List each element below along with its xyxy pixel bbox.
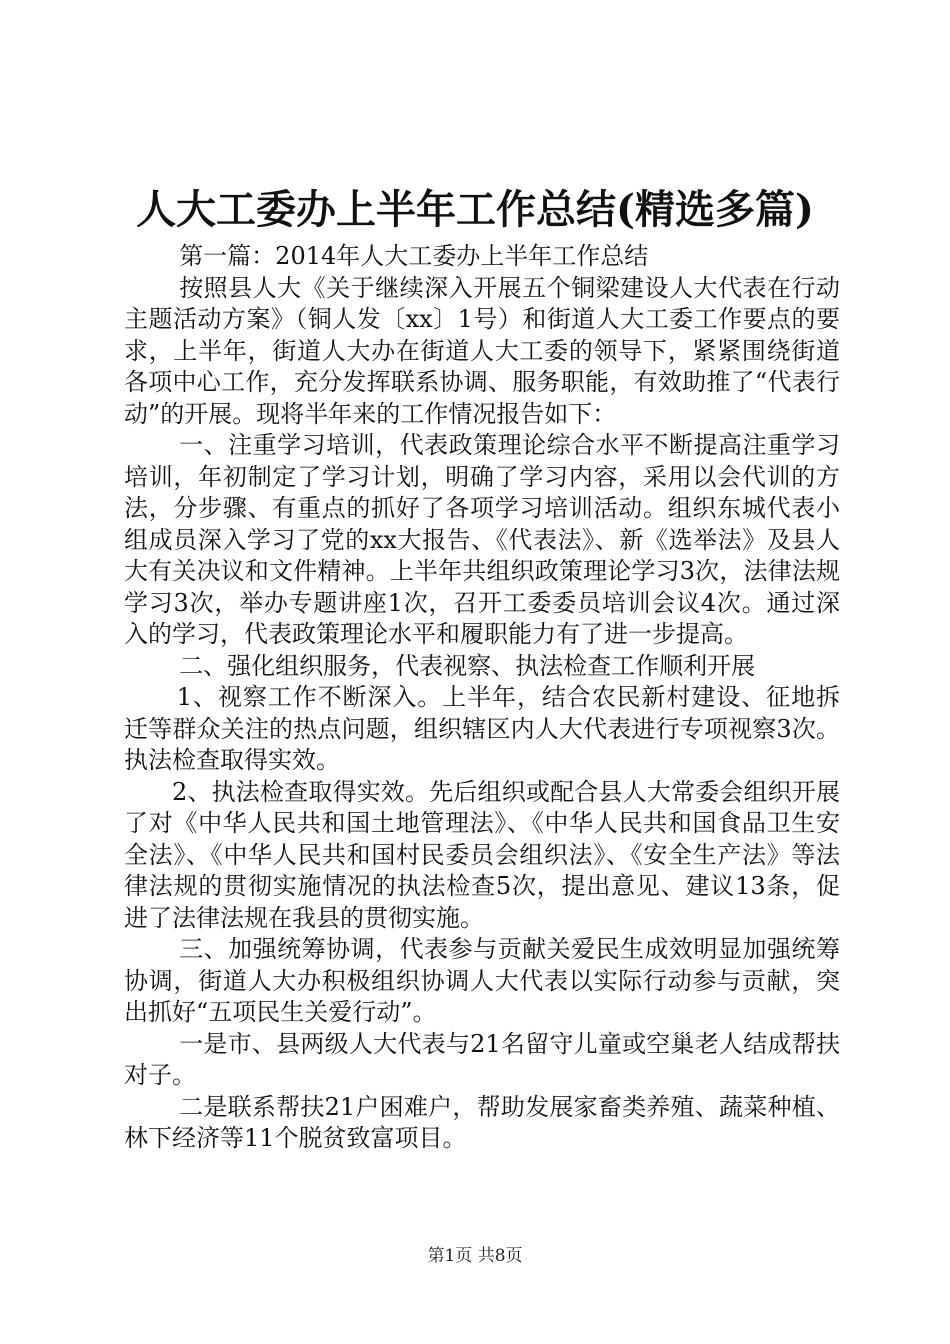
- paragraph-law-enforcement: 2、执法检查取得实效。先后组织或配合县人大常委会组织开展了对《中华人民共和国土地管理法》、《中华人民共和国食品卫生安全法》、《中华人民共和国村民委员会组织法》、《安全生产法》等法律法规的贯彻实施情况的执法检查5次，提出意见、建议13条，促进了法律法规在我县的贯彻实施。: [124, 777, 840, 932]
- document-body: [124, 241, 840, 1155]
- paragraph-inspection-work: 1、视察工作不断深入。上半年，结合农民新村建设、征地拆迁等群众关注的热点问题，组织辖区内人大代表进行专项视察3次。执法检查取得实效。: [124, 683, 840, 774]
- section-heading: 第一篇：2014年人大工委办上半年工作总结: [179, 242, 649, 270]
- intro-paragraph: 按照县人大《关于继续深入开展五个铜梁建设人大代表在行动主题活动方案》（铜人发〔xx〕1号）和街道人大工委工作要点的要求，上半年，街道人大办在街道人大工委的领导下，紧紧围绕街道各项中心工作，充分发挥联系协调、服务职能，有效助推了“代表行动”的开展。现将半年来的工作情况报告如下：: [124, 273, 840, 428]
- paragraph-study-training: 一、注重学习培训，代表政策理论综合水平不断提高注重学习培训，年初制定了学习计划，明确了学习内容，采用以会代训的方法，分步骤、有重点的抓好了各项学习培训活动。组织东城代表小组成员深入学习了党的xx大报告、《代表法》、新《选举法》及县人大有关决议和文件精神。上半年共组织政策理论学习3次，法律法规学习3次，举办专题讲座1次，召开工委委员培训会议4次。通过深入的学习，代表政策理论水平和履职能力有了进一步提高。: [124, 431, 840, 648]
- paragraph-coordination: 三、加强统筹协调，代表参与贡献关爱民生成效明显加强统筹协调，街道人大办积极组织协调人大代表以实际行动参与贡献，突出抓好“五项民生关爱行动”。: [124, 935, 840, 1026]
- document-title: 人大工委办上半年工作总结(精选多篇): [136, 186, 814, 233]
- page-footer: 第1页 共8页: [427, 1246, 523, 1266]
- paragraph-item-one: 一是市、县两级人大代表与21名留守儿童或空巢老人结成帮扶对子。: [124, 1029, 840, 1089]
- paragraph-organization-service: 二、强化组织服务，代表视察、执法检查工作顺利开展: [179, 651, 756, 680]
- paragraph-item-two: 二是联系帮扶21户困难户，帮助发展家畜类养殖、蔬菜种植、林下经济等11个脱贫致富项目。: [124, 1092, 840, 1152]
